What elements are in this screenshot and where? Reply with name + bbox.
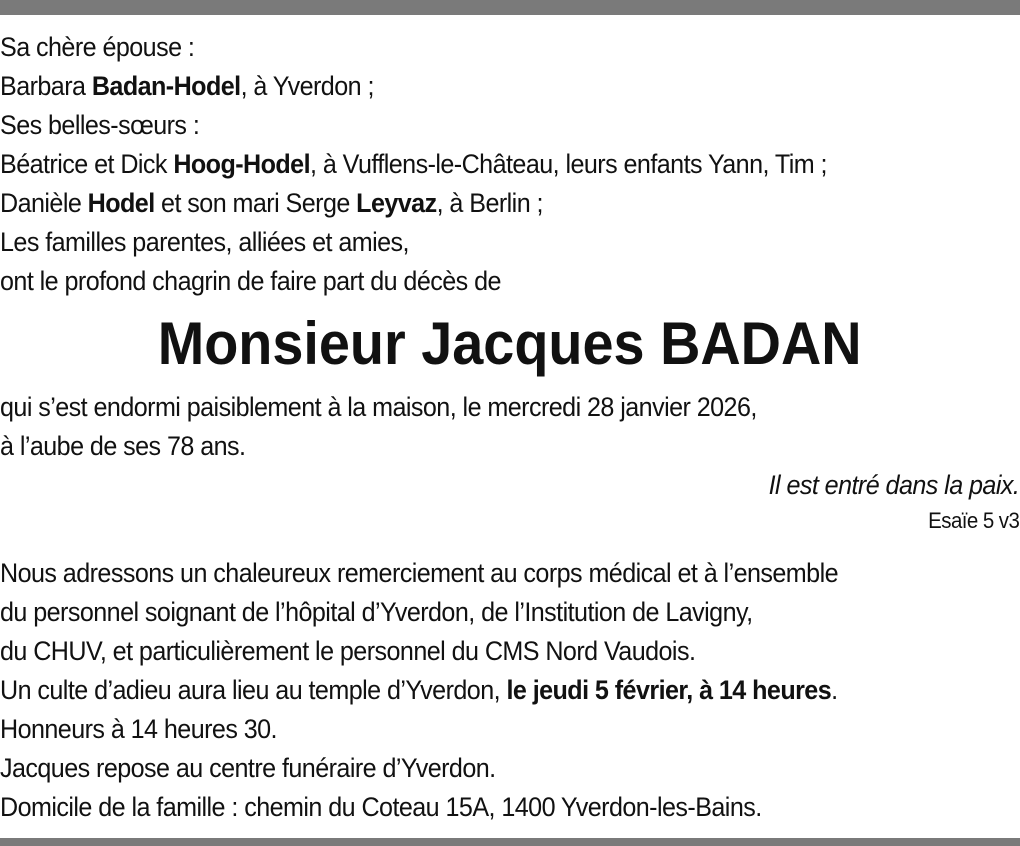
closing-line-6: Jacques repose au centre funéraire d’Yverdon. [0, 753, 496, 783]
family-text: Béatrice et Dick [0, 149, 174, 179]
family-line-1: Sa chère épouse : [0, 32, 195, 62]
family-line-2 [0, 67, 1019, 106]
closing-line-4 [0, 671, 1019, 710]
closing-line-5: Honneurs à 14 heures 30. [0, 714, 277, 744]
death-line-2: à l’aube de ses 78 ans. [0, 431, 246, 461]
closing-text: . [831, 675, 838, 705]
family-line-5 [0, 184, 1019, 223]
family-surname: Leyvaz [356, 188, 437, 218]
family-text: et son mari Serge [154, 188, 357, 218]
ceremony-date: le jeudi 5 février, à 14 heures [506, 675, 832, 705]
closing-line-7: Domicile de la famille : chemin du Coteau 15A, 1400 Yverdon-les-Bains. [0, 792, 762, 822]
family-text: Barbara [0, 71, 92, 101]
family-text: , à Vufflens-le-Château, leurs enfants Yann, Tim ; [310, 149, 827, 179]
family-surname: Hoog-Hodel [173, 149, 311, 179]
family-line-4 [0, 145, 1019, 184]
family-line-7: ont le profond chagrin de faire part du décès de [0, 266, 501, 296]
death-line-1: qui s’est endormi paisiblement à la maison, le mercredi 28 janvier 2026, [0, 392, 757, 422]
spacer [0, 537, 1019, 554]
bottom-rule [0, 838, 1020, 846]
family-text: , à Berlin ; [436, 188, 543, 218]
closing-line-3: du CHUV, et particulièrement le personnel du CMS Nord Vaudois. [0, 636, 696, 666]
closing-line-1: Nous adressons un chaleureux remerciement au corps médical et à l’ensemble [0, 558, 839, 588]
top-rule [0, 0, 1020, 15]
family-text: , à Yverdon ; [240, 71, 374, 101]
family-surname: Hodel [87, 188, 155, 218]
verse-reference: Esaïe 5 v3 [928, 508, 1020, 533]
closing-text: Un culte d’adieu aura lieu au temple d’Yverdon, [0, 675, 507, 705]
closing-line-2: du personnel soignant de l’hôpital d’Yverdon, de l’Institution de Lavigny, [0, 597, 753, 627]
obituary-notice [0, 28, 1019, 827]
family-line-3: Ses belles-sœurs : [0, 110, 200, 140]
family-surname: Badan-Hodel [91, 71, 241, 101]
family-text: Danièle [0, 188, 88, 218]
family-line-6: Les familles parentes, alliées et amies, [0, 227, 409, 257]
verse-text: Il est entré dans la paix. [768, 470, 1020, 500]
deceased-name: Monsieur Jacques BADAN [157, 310, 862, 377]
